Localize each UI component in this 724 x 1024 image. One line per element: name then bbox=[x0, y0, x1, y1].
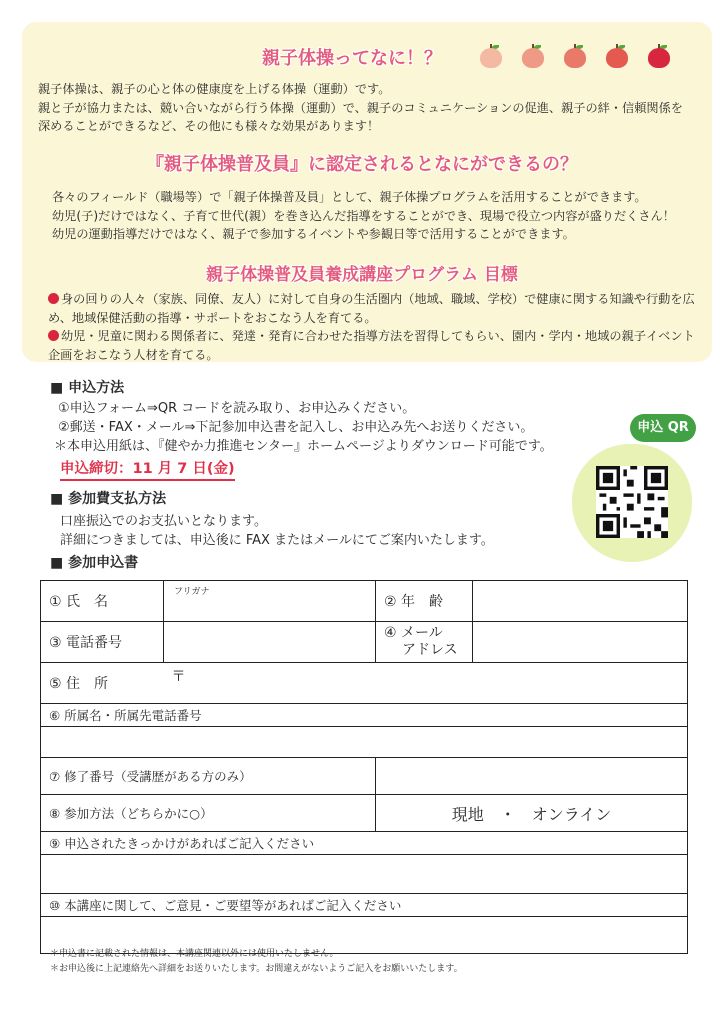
goal-text: 幼児・児童に関わる関係者に、発達・発育に合わせた指導方法を習得してもらい、園内・学内・地域の親子イベント bbox=[61, 329, 695, 343]
goals-list bbox=[48, 290, 698, 364]
footnote-1: ＊申込書に記載された情報は、本講座関連以外には使用いたしません。 bbox=[50, 949, 339, 959]
goal-text: 身の回りの人々（家族、同僚、友人）に対して自身の生活圏内（地域、職域、学校）で健康に関する知識や行動を広 bbox=[61, 292, 695, 306]
apply-heading: ■ 申込方法 bbox=[50, 380, 125, 396]
apple-bullet-icon bbox=[48, 330, 59, 341]
name-field[interactable] bbox=[164, 581, 376, 622]
goal-item bbox=[48, 327, 698, 346]
section-title-what: 親子体操ってなに！？ bbox=[262, 48, 442, 69]
payment-line-2: 詳細につきましては、申込後に FAX またはメールにてご案内いたします。 bbox=[60, 533, 494, 548]
text-line: 深めることができるなど、その他にも様々な効果があります！ bbox=[38, 119, 380, 133]
application-form bbox=[40, 580, 688, 954]
email-label-line: ④ メール bbox=[384, 625, 443, 641]
completion-field[interactable] bbox=[376, 758, 688, 795]
affiliation-label: ⑥ 所属名・所属先電話番号 bbox=[41, 704, 688, 727]
furigana-label: フリガナ bbox=[174, 587, 210, 597]
email-label-line: アドレス bbox=[402, 642, 458, 658]
reason-label: ⑨ 申込されたきっかけがあればご記入ください bbox=[41, 832, 688, 855]
goal-text: め、地域保健活動の指導・サポートをおこなう人を育てる。 bbox=[48, 310, 377, 325]
apply-line-1: ①申込フォーム⇒QR コードを読み取り、お申込みください。 bbox=[58, 401, 416, 416]
reason-field[interactable] bbox=[41, 855, 688, 894]
qr-code[interactable] bbox=[596, 466, 668, 538]
email-label bbox=[376, 622, 473, 663]
age-field[interactable] bbox=[473, 581, 688, 622]
intro-text-1 bbox=[38, 80, 688, 136]
apply-line-3: ＊本申込用紙は、『健やか力推進センター』ホームページよりダウンロード可能です。 bbox=[54, 439, 553, 454]
qr-label: 申込 QR bbox=[630, 414, 696, 442]
section-title-certified: 『親子体操普及員』に認定されるとなにができるの？ bbox=[146, 154, 578, 175]
phone-label: ③ 電話番号 bbox=[41, 622, 164, 663]
goal-text: 企画をおこなう人材を育てる。 bbox=[48, 347, 219, 362]
text-line: 幼児(子)だけではなく、子育て世代(親）を巻き込んだ指導をすることができ、現場で役立つ内容が盛りだくさん！ bbox=[52, 208, 675, 223]
text-line: 各々のフィールド（職場等）で「親子体操普及員」として、親子体操プログラムを活用することができます。 bbox=[52, 190, 647, 204]
email-field[interactable] bbox=[473, 622, 688, 663]
method-options[interactable]: 現地 ・ オンライン bbox=[376, 795, 688, 832]
text-line: 幼児の運動指導だけではなく、親子で参加するイベントや参観日等で活用することができます。 bbox=[52, 227, 575, 241]
goal-item bbox=[48, 290, 698, 309]
footnote-2: ＊お申込後に上記連絡先へ詳細をお送りいたします。お間違えがないようご記入をお願いいたします。 bbox=[50, 964, 463, 974]
completion-label: ⑦ 修了番号（受講歴がある方のみ） bbox=[41, 758, 376, 795]
apply-line-2: ②郵送・FAX・メール⇒下記参加申込書を記入し、お申込み先へお送りください。 bbox=[58, 420, 534, 435]
comments-label: ⑩ 本講座に関して、ご意見・ご要望等があればご記入ください bbox=[41, 894, 688, 917]
name-label: ① 氏 名 bbox=[41, 581, 164, 622]
section-title-goals: 親子体操普及員養成講座プログラム 目標 bbox=[206, 265, 518, 285]
text-line: 親子体操は、親子の心と体の健康度を上げる体操（運動）です。 bbox=[38, 82, 391, 96]
text-line: 親と子が協力または、競い合いながら行う体操（運動）で、親子のコミュニケーションの促進、親子の絆・信頼関係を bbox=[38, 100, 683, 115]
deadline-text: 申込締切：11 月 7 日(金) bbox=[60, 457, 235, 481]
method-label: ⑧ 参加方法（どちらかに○） bbox=[41, 795, 376, 832]
payment-heading: ■ 参加費支払方法 bbox=[50, 491, 167, 507]
form-heading: ■ 参加申込書 bbox=[50, 555, 139, 571]
postal-mark: 〒 bbox=[171, 669, 186, 685]
address-label: ⑤ 住 所 bbox=[41, 663, 164, 704]
payment-line-1: 口座振込でのお支払いとなります。 bbox=[60, 514, 267, 529]
intro-text-2 bbox=[52, 188, 702, 244]
phone-field[interactable] bbox=[164, 622, 376, 663]
age-label: ② 年 齢 bbox=[376, 581, 473, 622]
apple-bullet-icon bbox=[48, 293, 59, 304]
affiliation-field[interactable] bbox=[41, 727, 688, 758]
address-field[interactable] bbox=[164, 663, 688, 704]
